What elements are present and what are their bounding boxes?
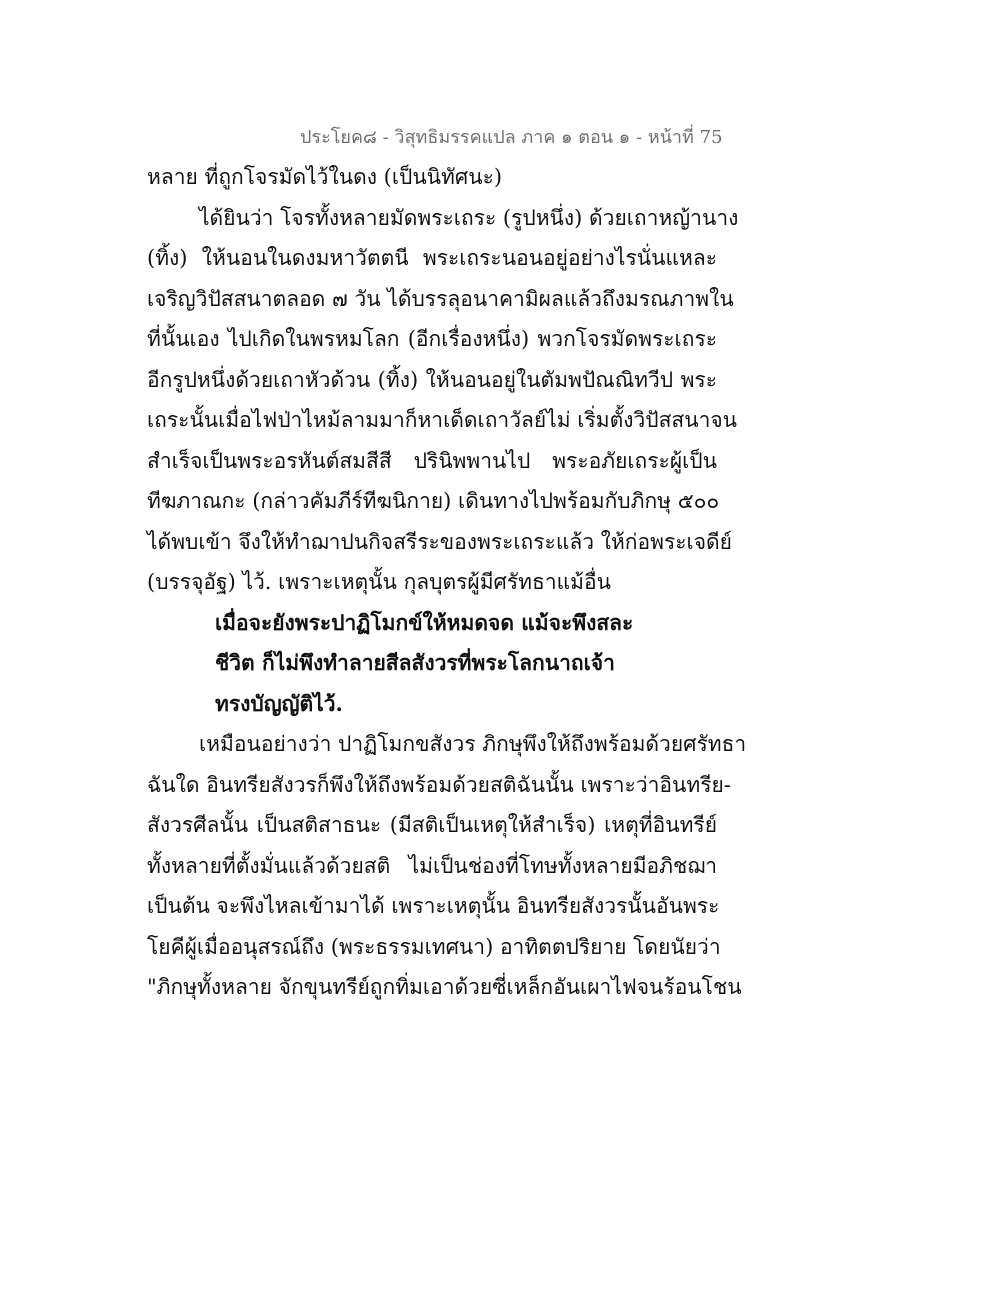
- text-line: หลาย ที่ถูกโจรมัดไว้ในดง (เป็นนิทัศนะ): [147, 165, 503, 189]
- text-line: สำเร็จเป็นพระอรหันต์สมสีสี ปรินิพพานไป พระอภัยเถระผู้เป็น: [147, 448, 717, 473]
- text-line: ฉันใด อินทรียสังวรก็พึงให้ถึงพร้อมด้วยสติฉันนั้น เพราะว่าอินทรีย-: [147, 772, 731, 797]
- body-text: [147, 157, 747, 1008]
- text-line: (ทิ้ง) ให้นอนในดงมหาวัตตนี พระเถระนอนอยู่อย่างไรนั่นแหละ: [147, 246, 717, 270]
- text-line: เป็นต้น จะพึงไหลเข้ามาได้ เพราะเหตุนั้น อินทรียสังวรนั้นอันพระ: [147, 894, 720, 918]
- text-line: สังวรศีลนั้น เป็นสติสาธนะ (มีสติเป็นเหตุให้สำเร็จ) เหตุที่อินทรีย์: [147, 813, 717, 837]
- verse-line: ชีวิต ก็ไม่พึงทำลายสีลสังวรที่พระโลกนาถเจ้า: [215, 650, 615, 675]
- text-line: ที่นั้นเอง ไปเกิดในพรหมโลก (อีกเรื่องหนึ่ง) พวกโจรมัดพระเถระ: [147, 327, 717, 351]
- text-line: เหมือนอย่างว่า ปาฏิโมกขสังวร ภิกษุพึงให้ถึงพร้อมด้วยศรัทธา: [199, 732, 747, 756]
- text-line: เจริญวิปัสสนาตลอด ๗ วัน ได้บรรลุอนาคามิผลแล้วถึงมรณภาพใน: [147, 286, 734, 311]
- text-line: ทั้งหลายที่ตั้งมั่นแล้วด้วยสติ ไม่เป็นช่องที่โทษทั้งหลายมีอภิชฌา: [147, 853, 717, 878]
- verse-line: เมื่อจะยังพระปาฏิโมกข์ให้หมดจด แม้จะพึงสละ: [215, 609, 634, 635]
- text-line: อีกรูปหนึ่งด้วยเถาหัวด้วน (ทิ้ง) ให้นอนอยู่ในตัมพปัณณิทวีป พระ: [147, 367, 717, 392]
- text-line: "ภิกษุทั้งหลาย จักขุนทรีย์ถูกทิ่มเอาด้วยซี่เหล็กอันเผาไฟจนร้อนโชน: [147, 975, 742, 999]
- text-line: เถระนั้นเมื่อไฟป่าไหม้ลามมาก็หาเด็ดเถาวัลย์ไม่ เริ่มตั้งวิปัสสนาจน: [147, 408, 738, 432]
- running-header: ประโยค๘ - วิสุทธิมรรคแปล ภาค ๑ ตอน ๑ - หน้าที่ 75: [300, 127, 723, 148]
- text-line: (บรรจุอัฐ) ไว้. เพราะเหตุนั้น กุลบุตรผู้มีศรัทธาแม้อื่น: [147, 570, 611, 594]
- text-line: โยคีผู้เมื่ออนุสรณ์ถึง (พระธรรมเทศนา) อาทิตตปริยาย โดยนัยว่า: [147, 934, 721, 959]
- text-line: ทีฆภาณกะ (กล่าวคัมภีร์ทีฆนิกาย) เดินทางไปพร้อมกับภิกษุ ๕๐๐: [147, 489, 720, 513]
- verse-line: ทรงบัญญัติไว้.: [215, 690, 343, 716]
- text-line: ได้พบเข้า จึงให้ทำฌาปนกิจสรีระของพระเถระแล้ว ให้ก่อพระเจดีย์: [147, 529, 732, 554]
- text-line: ได้ยินว่า โจรทั้งหลายมัดพระเถระ (รูปหนึ่ง) ด้วยเถาหญ้านาง: [199, 205, 739, 230]
